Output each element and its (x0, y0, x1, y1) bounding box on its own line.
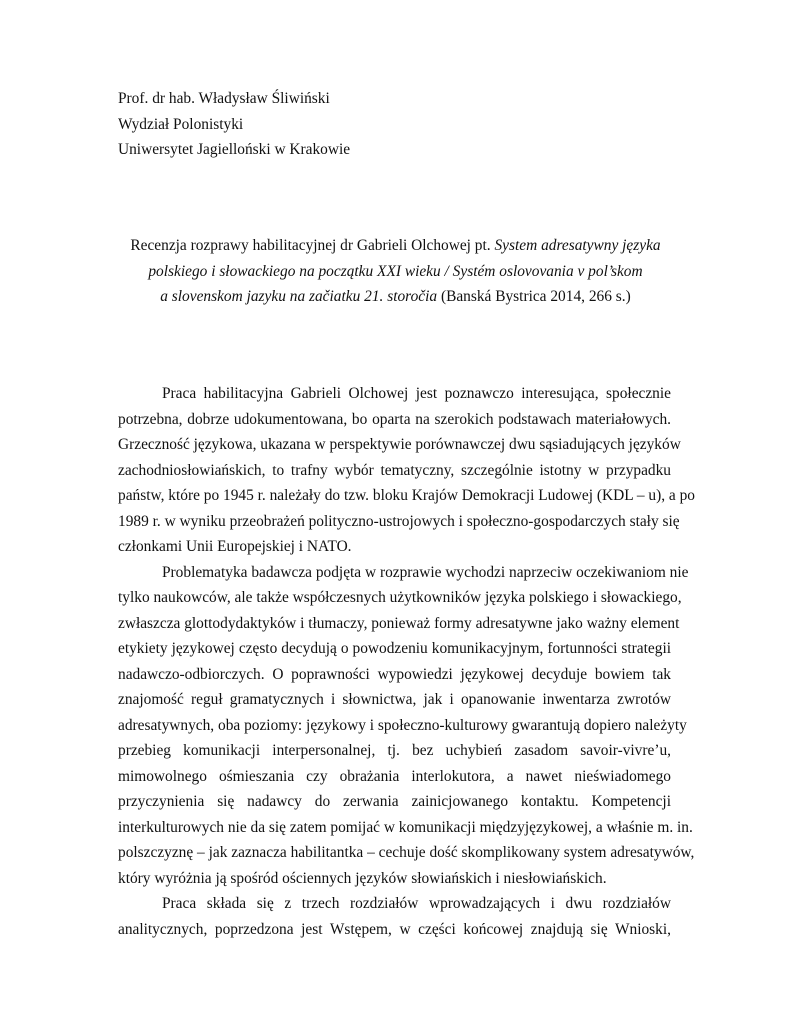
author-name: Prof. dr hab. Władysław Śliwiński (118, 90, 330, 107)
review-title-line-1-italic: System adresatywny języka (494, 237, 661, 254)
review-title-line-2 (110, 259, 681, 285)
body-line: Grzeczność językowa, ukazana w perspektywie porównawczej dwu sąsiadujących języków (118, 436, 681, 453)
author-university: Uniwersytet Jagielloński w Krakowie (118, 141, 351, 158)
body-line: Praca habilitacyjna Gabrieli Olchowej jest poznawczo interesująca, społecznie (162, 385, 671, 402)
body-paragraph (118, 381, 695, 560)
body-line: członkami Unii Europejskiej i NATO. (118, 538, 352, 555)
body-line: zachodniosłowiańskich, to trafny wybór tematyczny, szczególnie istotny w przypadku (118, 461, 671, 479)
body-line: przyczynienia się nadawcy do zerwania zainicjowanego kontaktu. Kompetencji (118, 793, 671, 810)
body-line: nadawczo-odbiorczych. O poprawności wypowiedzi językowej decyduje bowiem tak (118, 665, 671, 683)
body-line: który wyróżnia ją spośród ościennych języków słowiańskich i niesłowiańskich. (118, 869, 607, 887)
body-line: państw, które po 1945 r. należały do tzw. bloku Krajów Demokracji Ludowej (KDL – u), a po (118, 487, 695, 504)
body-paragraph (118, 560, 695, 892)
review-title-line-2-italic: polskiego i słowackiego na początku XXI wieku / Systém oslovovania v pol’skom (148, 262, 643, 280)
review-title-line-3-plain: (Banská Bystrica 2014, 266 s.) (437, 288, 631, 305)
author-block (118, 86, 350, 163)
review-title-line-3 (110, 284, 681, 310)
body-line: znajomość reguł gramatycznych i słownictwa, jak i opanowanie inwentarza zwrotów (118, 691, 671, 708)
body-line: mimowolnego ośmieszania czy obrażania interlokutora, a nawet nieświadomego (118, 767, 671, 785)
body-line: Praca składa się z trzech rozdziałów wprowadzających i dwu rozdziałów (162, 895, 671, 912)
review-title-line-3-italic: a slovenskom jazyku na začiatku 21. storočia (160, 288, 438, 305)
review-body (118, 381, 695, 942)
body-line: polszczyznę – jak zaznacza habilitantka – cechuje dość skomplikowany system adresatywów, (118, 844, 695, 861)
body-line: etykiety językowej często decydują o powodzeniu komunikacyjnym, fortunności strategii (118, 640, 671, 657)
review-title-line-1-plain: Recenzja rozprawy habilitacyjnej dr Gabrieli Olchowej pt. (130, 237, 495, 254)
body-line: przebieg komunikacji interpersonalnej, tj. bez uchybień zasadom savoir-vivre’u, (118, 742, 671, 759)
body-line: analitycznych, poprzedzona jest Wstępem, w części końcowej znajdują się Wnioski, (118, 920, 671, 938)
body-line: potrzebna, dobrze udokumentowana, bo oparta na szerokich podstawach materiałowych. (118, 410, 671, 428)
body-line: tylko naukowców, ale także współczesnych użytkowników języka polskiego i słowackiego, (118, 589, 682, 606)
body-paragraph (118, 891, 671, 942)
body-line: 1989 r. w wyniku przeobrażeń polityczno-ustrojowych i społeczno-gospodarczych stały się (118, 512, 680, 530)
author-faculty: Wydział Polonistyki (118, 115, 244, 133)
body-line: adresatywnych, oba poziomy: językowy i społeczno-kulturowy gwarantują dopiero należyty (118, 716, 687, 734)
body-line: Problematyka badawcza podjęta w rozprawie wychodzi naprzeciw oczekiwaniom nie (162, 563, 689, 581)
body-line: zwłaszcza glottodydaktyków i tłumaczy, ponieważ formy adresatywne jako ważny element (118, 614, 680, 632)
body-line: interkulturowych nie da się zatem pomijać w komunikacji międzyjęzykowej, a właśnie m. in. (118, 818, 693, 836)
review-title (110, 233, 681, 310)
review-title-line-1 (110, 233, 681, 259)
